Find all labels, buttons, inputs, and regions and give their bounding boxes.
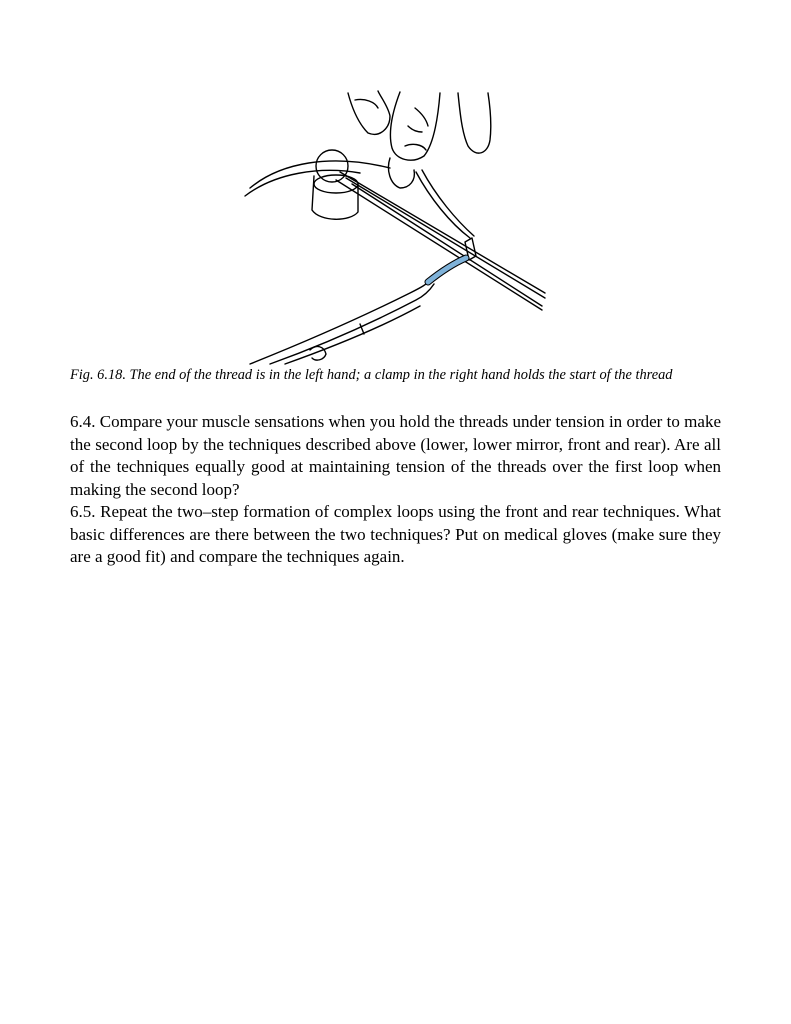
paragraph-6-5: 6.5. Repeat the two–step formation of complex loops using the front and rear techniques. What basic differences are there between the two techniques? Put on medical gloves (make sure they are a good fit) and compare the techniques again.: [70, 502, 721, 566]
fingernail: [405, 144, 426, 150]
hand-clamp-thread-drawing: [240, 88, 550, 366]
thread-line: [250, 161, 390, 188]
finger: [458, 93, 491, 153]
fingertip: [388, 158, 414, 188]
body-text: [70, 411, 721, 569]
clamp-jaw: [270, 284, 434, 364]
clamp-jaw: [250, 278, 432, 364]
instrument-shaft: [346, 178, 545, 298]
finger: [348, 91, 390, 134]
finger-crease: [415, 108, 428, 126]
finger: [390, 92, 440, 160]
thread-line: [416, 172, 470, 238]
finger-crease: [408, 126, 422, 132]
blue-thread: [428, 258, 466, 282]
paragraph-6-4: 6.4. Compare your muscle sensations when you hold the threads under tension in order to make the second loop by the techniques described above (lower, lower mirror, front and rear). Are all of the techniques equally good at maintaining tension of the threads over the first loop when making the second loop?: [70, 412, 721, 499]
figure-caption: Fig. 6.18. The end of the thread is in the left hand; a clamp in the right hand holds the start of the thread: [70, 367, 673, 383]
suture-illustration: [240, 88, 550, 366]
instrument-shaft: [352, 184, 542, 306]
cylinder: [312, 176, 358, 219]
thread-line: [422, 170, 474, 236]
clamp-jaw: [285, 306, 420, 364]
fingernail: [355, 99, 378, 108]
instrument-shaft: [336, 180, 542, 310]
